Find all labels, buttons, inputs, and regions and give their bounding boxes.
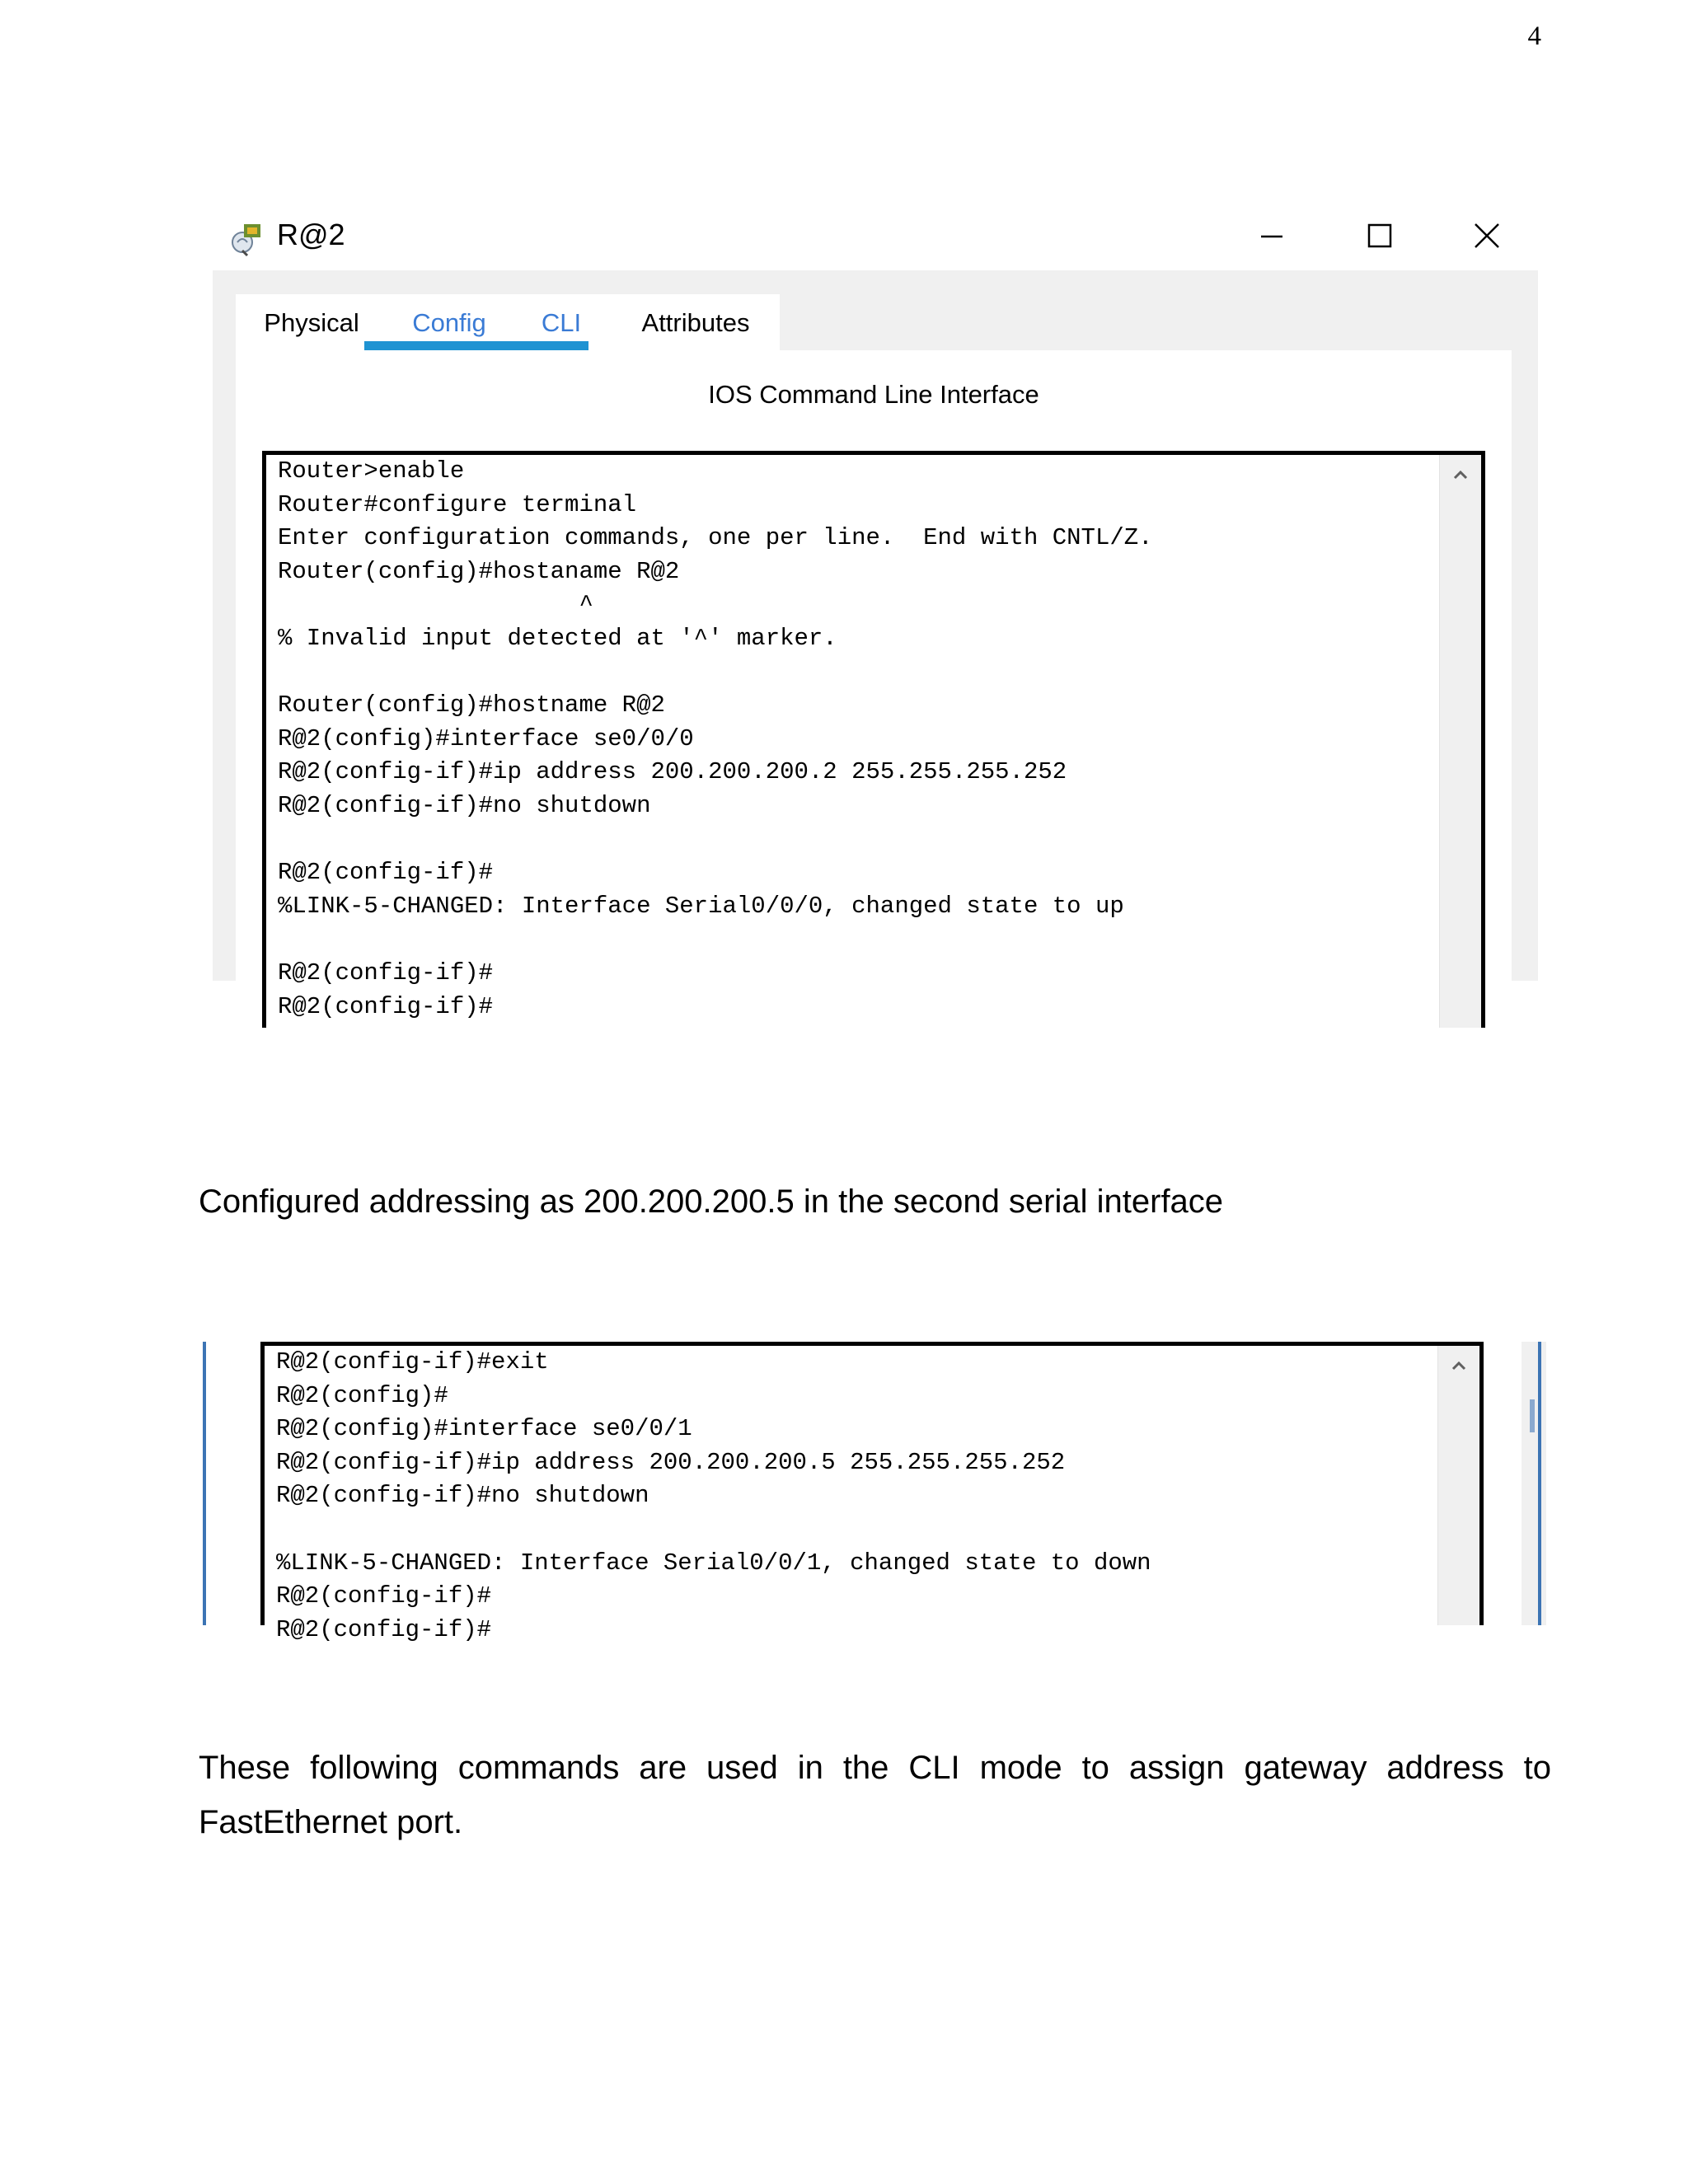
caption-second-serial: Configured addressing as 200.200.200.5 in the second serial interface [199,1183,1224,1220]
terminal-line: R@2(config-if)#ip address 200.200.200.5 255.255.255.252 [276,1448,1066,1476]
caption-gateway-commands: These following commands are used in the CLI mode to assign gateway address to FastEthernet port. [199,1750,1551,1840]
terminal-line [278,823,1432,857]
tab-physical[interactable]: Physical [264,308,359,337]
terminal-line: Router(config)#hostaname R@2 [278,557,680,585]
scroll-up-arrow-icon[interactable] [1451,465,1470,485]
tab-attributes[interactable]: Attributes [641,308,750,337]
maximize-icon[interactable] [1351,209,1409,262]
window-edge [1538,1342,1541,1625]
terminal-output [278,455,1432,1024]
terminal-line: Router#configure terminal [278,490,637,518]
minimize-icon[interactable] [1243,209,1301,262]
terminal-line [278,656,1432,690]
terminal-line: Enter configuration commands, one per line. End with CNTL/Z. [278,524,1153,552]
terminal-line: R@2(config)#interface se0/0/1 [276,1415,692,1443]
terminal-line: R@2(config-if)#no shutdown [278,791,651,819]
cli-screenshot-2 [203,1342,1546,1643]
terminal-line: % Invalid input detected at '^' marker. [278,624,837,652]
scroll-up-arrow-icon[interactable] [1449,1356,1469,1376]
terminal-line: Router(config)#hostname R@2 [278,691,665,719]
terminal-line: R@2(config)# [276,1381,448,1409]
terminal-line: R@2(config-if)# [276,1615,492,1643]
terminal-line: R@2(config-if)#exit [276,1348,549,1376]
terminal-line: ^ [278,591,593,619]
close-icon[interactable] [1458,209,1516,262]
terminal-line: R@2(config-if)#no shutdown [276,1482,649,1510]
page-number: 4 [1527,21,1541,51]
terminal-line [276,1513,1430,1547]
cli-title: IOS Command Line Interface [708,380,1039,409]
cli-panel [236,350,1512,1020]
tab-cli[interactable]: CLI [541,308,582,337]
terminal-line [278,923,1432,957]
window-edge-detail [1530,1399,1535,1432]
cli-panel-2 [206,1342,1522,1643]
terminal-output-2 [276,1346,1430,1647]
terminal-line: R@2(config-if)# [276,1582,492,1610]
terminal-line: R@2(config-if)# [278,859,494,887]
window-titlebar [213,201,1538,272]
window-body [213,270,1538,1020]
terminal-line: %LINK-5-CHANGED: Interface Serial0/0/1, changed state to down [276,1549,1151,1577]
terminal-line: R@2(config)#interface se0/0/0 [278,724,694,752]
router-app-icon [229,218,269,257]
window-title: R@2 [277,218,345,251]
terminal-scrollbar[interactable] [1439,455,1481,1028]
terminal-line: %LINK-5-CHANGED: Interface Serial0/0/0, changed state to up [278,892,1124,920]
terminal-line: R@2(config-if)# [278,992,494,1020]
router-window-screenshot [213,201,1538,1020]
terminal-scrollbar-2[interactable] [1437,1346,1479,1625]
tab-config[interactable]: Config [412,308,486,337]
terminal-line: Router>enable [278,457,465,485]
cli-terminal[interactable] [262,451,1485,1028]
cli-terminal-2[interactable] [260,1342,1484,1643]
terminal-line: R@2(config-if)#ip address 200.200.200.2 255.255.255.252 [278,758,1067,786]
terminal-line: R@2(config-if)# [278,958,494,987]
